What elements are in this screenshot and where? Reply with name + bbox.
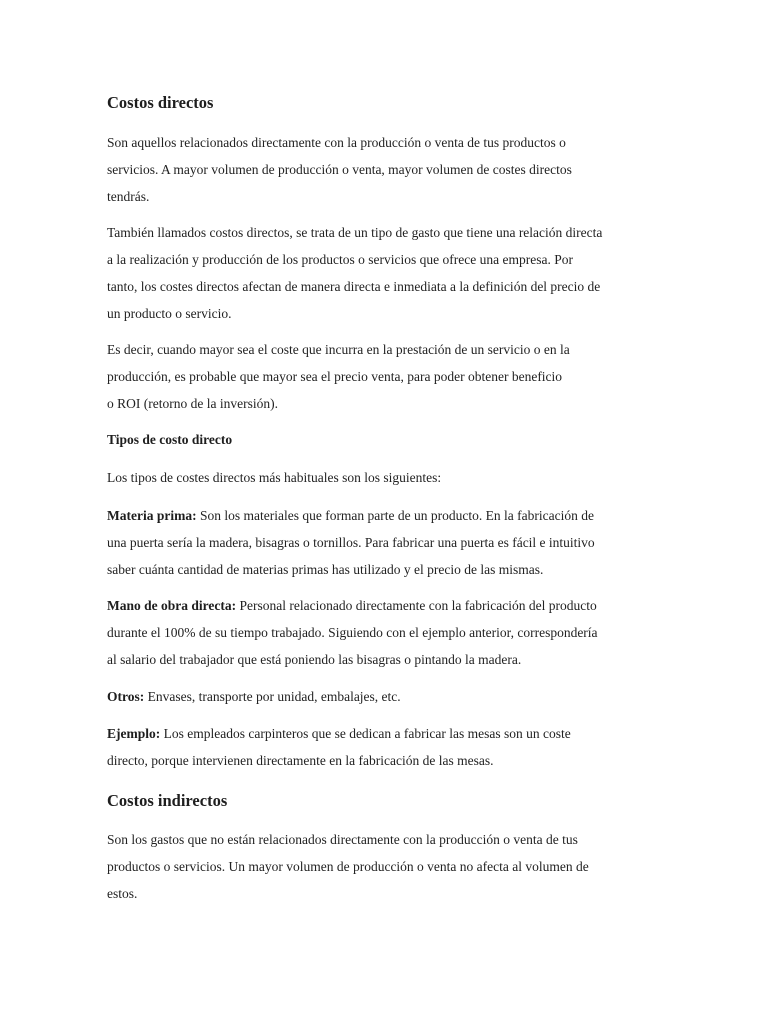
- text-line: [107, 592, 667, 619]
- term-text: Envases, transporte por unidad, embalajes, etc.: [144, 689, 401, 704]
- paragraph-otros: [107, 683, 667, 710]
- heading-costos-directos: Costos directos: [107, 93, 214, 112]
- text-line: un producto o servicio.: [107, 306, 232, 321]
- text-line: estos.: [107, 886, 138, 901]
- term-label: Materia prima:: [107, 508, 197, 523]
- text-line: servicios. A mayor volumen de producción o venta, mayor volumen de costes directos: [107, 162, 572, 177]
- paragraph-also-called: [107, 219, 667, 327]
- term-label: Otros:: [107, 689, 145, 704]
- text-line: saber cuánta cantidad de materias primas has utilizado y el precio de las mismas.: [107, 562, 544, 577]
- text-line: una puerta sería la madera, bisagras o tornillos. Para fabricar una puerta es fácil e intuitivo: [107, 535, 595, 550]
- paragraph-indirect-definition: [107, 826, 667, 907]
- term-label: Mano de obra directa:: [107, 598, 237, 613]
- text-line: tanto, los costes directos afectan de manera directa e inmediata a la definición del precio de: [107, 279, 601, 294]
- text-line: producción, es probable que mayor sea el precio venta, para poder obtener beneficio: [107, 369, 563, 384]
- paragraph-materia-prima: [107, 502, 667, 583]
- paragraph-es-decir: [107, 336, 667, 417]
- text-line: o ROI (retorno de la inversión).: [107, 396, 278, 411]
- term-text: Son los materiales que forman parte de un producto. En la fabricación de: [196, 508, 594, 523]
- text-line: Es decir, cuando mayor sea el coste que incurra en la prestación de un servicio o en la: [107, 342, 570, 357]
- text-line: [107, 720, 667, 747]
- text-line: También llamados costos directos, se trata de un tipo de gasto que tiene una relación directa: [107, 225, 603, 240]
- text-line: Los tipos de costes directos más habituales son los siguientes:: [107, 470, 442, 485]
- paragraph-tipos-intro: [107, 464, 667, 491]
- term-text: Los empleados carpinteros que se dedican a fabricar las mesas son un coste: [160, 726, 571, 741]
- subheading-tipos: Tipos de costo directo: [107, 432, 233, 447]
- text-line: directo, porque intervienen directamente en la fabricación de las mesas.: [107, 753, 494, 768]
- paragraph-definition: [107, 129, 667, 210]
- text-line: Son aquellos relacionados directamente con la producción o venta de tus productos o: [107, 135, 566, 150]
- text-line: al salario del trabajador que está poniendo las bisagras o pintando la madera.: [107, 652, 522, 667]
- text-line: durante el 100% de su tiempo trabajado. Siguiendo con el ejemplo anterior, correspondería: [107, 625, 598, 640]
- text-line: a la realización y producción de los productos o servicios que ofrece una empresa. Por: [107, 252, 573, 267]
- text-line: tendrás.: [107, 189, 150, 204]
- text-line: Son los gastos que no están relacionados directamente con la producción o venta de tus: [107, 832, 578, 847]
- paragraph-mano-de-obra: [107, 592, 667, 673]
- paragraph-ejemplo: [107, 720, 667, 774]
- term-text: Personal relacionado directamente con la fabricación del producto: [236, 598, 597, 613]
- text-line: [107, 502, 667, 529]
- text-line: productos o servicios. Un mayor volumen de producción o venta no afecta al volumen de: [107, 859, 589, 874]
- text-line: [107, 683, 667, 710]
- heading-costos-indirectos: Costos indirectos: [107, 791, 228, 810]
- term-label: Ejemplo:: [107, 726, 161, 741]
